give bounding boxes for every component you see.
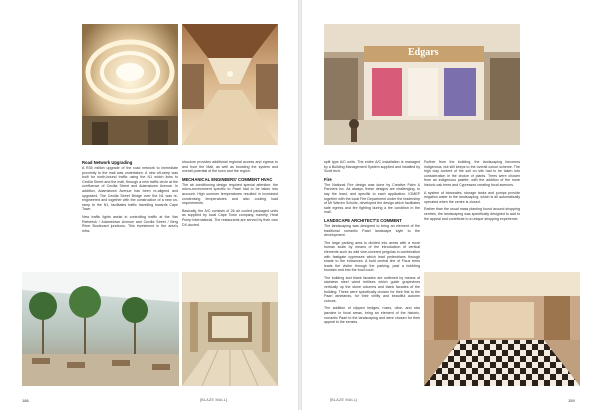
- photo-mall-corridor-skylight: [182, 24, 278, 145]
- section-heading: Road Network Upgrading: [82, 160, 133, 165]
- left-text-column-2: [182, 160, 278, 230]
- paragraph: The addition of clipped hedges, roses, olive, and star jasmine in focal areas, bring an element of the historic, romantic Paarl to the landscaping and were chosen for their appeal to the senses.: [324, 306, 420, 325]
- section-heading: LANDSCAPE ARCHITECT'S COMMENT: [324, 217, 402, 223]
- paragraph: New traffic lights assist in controlling traffic at the Van Riebeeck / Adamstown Avenue and Cecilia Street / Berg River Boulevard junctions. This investment in the area's infra-: [82, 214, 178, 233]
- section-heading: MECHANICAL ENGINEERS' COMMENT HVAC: [182, 176, 273, 182]
- photo-checkered-floor-atrium: [424, 272, 580, 386]
- paragraph: A R35 million upgrade of the road network to immediate proximity to the mall was undertaken. A new off-ramp was built for north-bound traffic using the N1 which links to Cecilia Street and the mall, through a new traffic circle at the confluence of Cecilia Street and Adamstown Avenue. In addition, Adamstown Avenue has been re-aligned and upgraded. The Cecilia Street Bridge over the N1 was re-engineered and together with the construction of a new on-ramp to the N1, facilitates traffic travelling towards Cape Town.: [82, 166, 178, 212]
- right-text-column-1: [324, 160, 420, 328]
- left-text-column-1: [82, 160, 178, 236]
- photo-ceiling-rings: [82, 24, 178, 145]
- store-sign-text: Edgars: [408, 47, 439, 58]
- paragraph: The landscaping was designed to bring an element of the traditional romantic Paarl landscape style to the development.: [324, 223, 420, 238]
- photo-food-court-palms: [22, 272, 179, 386]
- paragraph: The large parking area is divided into areas with a more human scale by means of the introduction of vertical elements such as wild vine-covered pergolas in combination with fastigate cypresses which lead pedestrians through shade to the entrances. A bold central line of Ficus trees leads the visitor through the parking, past a bubbling fountain and into the food court.: [324, 240, 420, 273]
- photo-storefront-edgars: [324, 24, 520, 145]
- paragraph: Basically, the A/C consists of 26 air cooled packaged units as supplied by local Cape Town company, namely, Heat Pump International. The restaurants are served by their own DX-ducted: [182, 208, 278, 227]
- page-number: 159: [568, 398, 575, 403]
- page-number: 186: [22, 398, 29, 403]
- right-text-column-2: [424, 160, 520, 224]
- section-heading: Fire: [324, 176, 332, 182]
- paragraph: Rather than the usual mass planting found around shopping centres, the landscaping was specifically designed to add to the appeal and contribute to a unique shopping experience.: [424, 207, 520, 221]
- paragraph: split type A/C units. The entire A/C installation is managed by a Building Management System supplied and installed by Scott tech.: [324, 160, 420, 174]
- paragraph: The National Fire design was done by Creative Palm & Partners Inc. As always, these designs are challenging, to say the least, and specific to each application. IOMEP together with the local Fire Department under the leadership of Mr Warren Scholtz, developed the design which facilitates safe egress and fire fighting during a fire condition in the mall.: [324, 182, 420, 215]
- paragraph: A system of bioswales, storage tanks and pumps provide irrigation water to the landscaping, which is all automatically operated when the centre is closed.: [424, 190, 520, 204]
- left-page: [0, 0, 298, 410]
- paragraph: The air conditioning design required special attention: the micro-environment specific to Paarl had to be taken into account. High summer temperatures resulted in increased condensing temperatures and also cooling load requirements.: [182, 182, 278, 206]
- photo-mall-atrium-tiles: [182, 272, 278, 386]
- paragraph: structure provides additional regional access and egress to and from the Mall, as well as boosting the system and overall potential of the town and the region.: [182, 160, 278, 174]
- paragraph: The building and blank facades are softened by means of stainless steel wired trellises which guide grapevines vertically up the stone columns and blank facades of the building. These were specifically chosen for their link to the Paarl winelands, for their virility and beautiful autumn colours.: [324, 275, 420, 303]
- running-footer: [BLAZE MALL]: [200, 398, 228, 402]
- running-footer: [BLAZE MALL]: [330, 398, 358, 402]
- right-page: [302, 0, 600, 410]
- paragraph: Further from the building, the landscaping becomes indigenous, but still keeps to the overall colour scheme. The high clay content of the soil on site had to be taken into consideration in the choice of plants. Trees were chosen from an indigenous palette, with the addition of the more historic oak trees and Cypresses creating focal avenues.: [424, 160, 520, 187]
